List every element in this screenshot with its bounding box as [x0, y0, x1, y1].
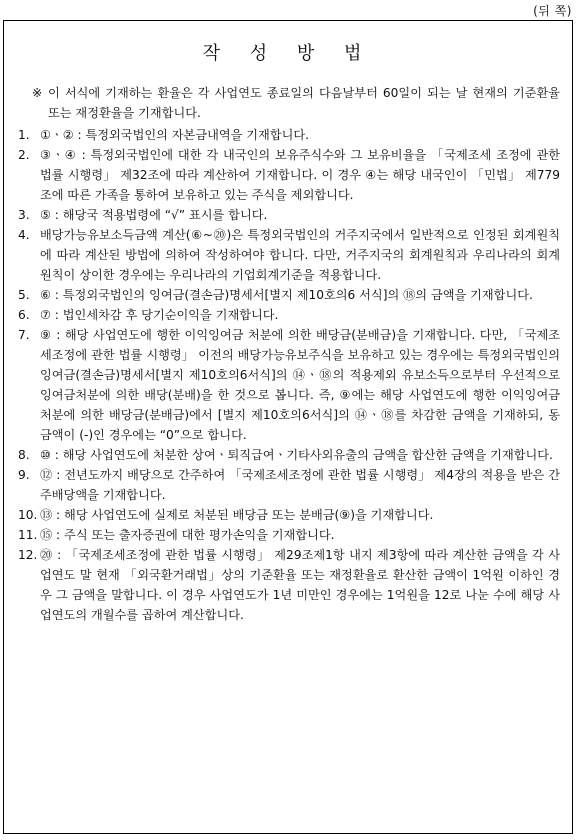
- list-item: [18, 285, 560, 305]
- item-text: ⑳ : 「국제조세조정에 관한 법률 시행령」 제29조제1항 내지 제3항에 따라 계산한 금액을 각 사업연도 말 현재 「외국환거래법」상의 기준환율 또는 재정환율로 환산한 금액이 1억원 이하인 경우 그 금액을 말합니다. 이 경우 사업연도가 1년 미만인 경우에는 1억원을 12로 나눈 수에 해당 사업연도의 개월수를 곱하여 계산합니다.: [40, 548, 560, 622]
- list-item: [18, 525, 560, 545]
- item-text: ⑮ : 주식 또는 출자증권에 대한 평가손익을 기재합니다.: [40, 528, 335, 542]
- item-number: 1.: [18, 128, 30, 142]
- list-item: [18, 445, 560, 465]
- item-number: 2.: [18, 148, 30, 162]
- item-number: 10.: [18, 508, 38, 522]
- note-mark: ※: [32, 86, 43, 100]
- list-item: [18, 205, 560, 225]
- note: [32, 83, 560, 123]
- item-text: 배당가능유보소득금액 계산(⑥~⑳)은 특정외국법인의 거주지국에서 일반적으로 인정된 회계원칙에 따라 계산된 방법에 의하여 작성하여야 합니다. 다만, 거주지국의 회계원칙과 우리나라의 회계원칙이 상이한 경우에는 우리나라의 기업회계기준을 적용합니다.: [40, 228, 560, 282]
- item-number: 11.: [18, 528, 38, 542]
- item-number: 7.: [18, 328, 30, 342]
- list-item: [18, 505, 560, 525]
- item-number: 5.: [18, 288, 30, 302]
- list-item: [18, 545, 560, 625]
- note-text: 이 서식에 기재하는 환율은 각 사업연도 종료일의 다음날부터 60일이 되는 날 현재의 기준환율 또는 재정환율을 기재합니다.: [48, 86, 560, 120]
- item-number: 9.: [18, 468, 30, 482]
- list-item: [18, 125, 560, 145]
- page-side-label: (뒤 쪽): [533, 4, 572, 18]
- item-text: ⑨ : 해당 사업연도에 행한 이익잉여금 처분에 의한 배당금(분배금)을 기재합니다. 다만, 「국제조세조정에 관한 법률 시행령」 이전의 배당가능유보주식을 보유하고 있는 경우에는 특정외국법인의 잉여금(결손금)명세서[별지 제10호의6서식]의 ⑭ㆍ⑱의 적용제외 유보소득으로부터 우선적으로 잉여금처분에 의한 배당(분배)을 한 것으로 봅니다. 즉, ⑨에는 해당 사업연도에 행한 이익잉여금 처분에 의한 배당금(분배금)에서 [별지 제10호의6서식]의 ⑭ㆍ⑱를 차감한 금액을 기재하되, 동 금액이 (-)인 경우에는 “0”으로 합니다.: [40, 328, 560, 442]
- item-number: 12.: [18, 548, 38, 562]
- list-item: [18, 145, 560, 205]
- item-text: ⑥ : 특정외국법인의 잉여금(결손금)명세서[별지 제10호의6 서식]의 ⑱의 금액을 기재합니다.: [40, 288, 533, 302]
- item-text: ⑤ : 해당국 적용법령에 “√” 표시를 합니다.: [40, 208, 268, 222]
- item-number: 6.: [18, 308, 30, 322]
- list-item: [18, 465, 560, 505]
- list-item: [18, 225, 560, 285]
- page-title: 작 성 방 법: [202, 43, 374, 64]
- item-number: 4.: [18, 228, 30, 242]
- item-text: ⑩ : 해당 사업연도에 처분한 상여ㆍ퇴직급여ㆍ기타사외유출의 금액을 합산한 금액을 기재합니다.: [40, 448, 553, 462]
- item-text: ①ㆍ② : 특정외국법인의 자본금내역을 기재합니다.: [40, 128, 310, 142]
- item-number: 8.: [18, 448, 30, 462]
- item-number: 3.: [18, 208, 30, 222]
- list-item: [18, 325, 560, 445]
- item-text: ⑫ : 전년도까지 배당으로 간주하여 「국제조세조정에 관한 법률 시행령」 제4장의 적용을 받은 간주배당액을 기재합니다.: [40, 468, 560, 502]
- instructions-frame: [3, 20, 573, 834]
- item-text: ⑬ : 해당 사업연도에 실제로 처분된 배당금 또는 분배금(⑨)을 기재합니다.: [40, 508, 434, 522]
- instructions-body: [4, 83, 572, 625]
- item-text: ③ㆍ④ : 특정외국법인에 대한 각 내국인의 보유주식수와 그 보유비율을 「국제조세 조정에 관한 법률 시행령」 제32조에 따라 계산하여 기재합니다. 이 경우 ④는 해당 내국인이 「민법」 제779조에 따른 가족을 통하여 보유하고 있는 주식을 제외합니다.: [40, 148, 560, 202]
- list-item: [18, 305, 560, 325]
- item-text: ⑦ : 법인세차감 후 당기순이익을 기재합니다.: [40, 308, 279, 322]
